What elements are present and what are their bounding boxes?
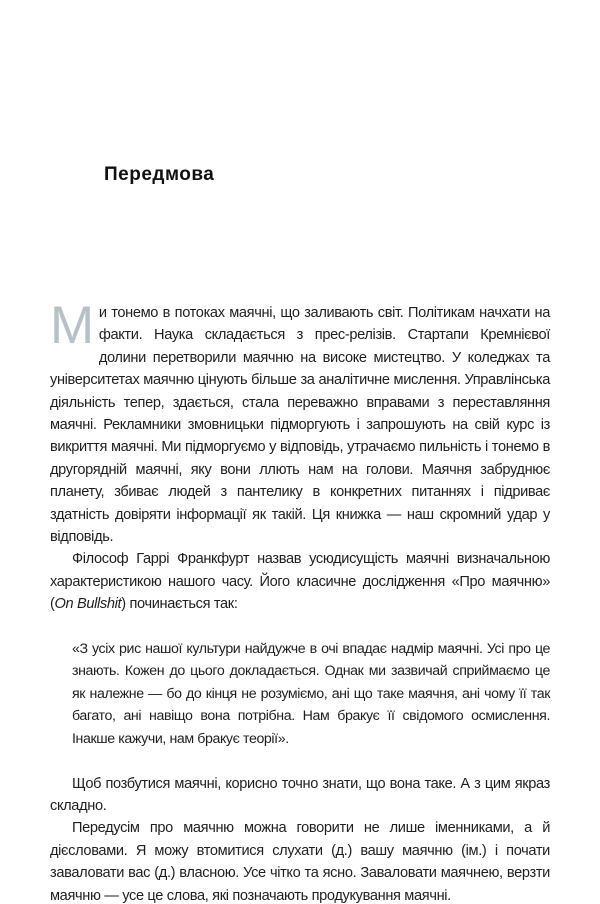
block-quote: «З усіх рис нашої культури найдужче в очі впадає надмір маячні. Усі про це знають. Кожен до цього докладається. Однак ми зазвичай сприймаємо це як належне — бо до кінця не розуміємо, ані що таке маячня, ані чому її так багато, ані навіщо вона потрібна. Нам бракує її свідомого осмислення. Інакше кажучи, нам бракує теорії». (72, 640, 550, 748)
paragraph-2 (50, 548, 550, 615)
chapter-title: Передмова (104, 164, 215, 185)
chapter-body (50, 296, 550, 904)
paragraph-2-text-before: Філософ Гаррі Франкфурт назвав усюдисущість маячні визначальною характеристикою нашого часу. Його класичне дослідження «Про маячню» ( (50, 551, 550, 613)
paragraph-3: Щоб позбутися маячні, корисно точно знати, що вона таке. А з цим якраз складно. (50, 775, 550, 815)
paragraph-1 (50, 296, 550, 548)
paragraph-2-text-after: ) починається так: (121, 596, 238, 613)
drop-cap: М (50, 296, 94, 355)
paragraph-4: Передусім про маячню можна говорити не лише іменниками, а й дієсловами. Я можу втомитися слухати (д.) вашу маячню (ім.) і почати заваловати вас (д.) власною. Усе чітко та ясно. Заваловати маячнею, верзти маячню — усе це слова, які позначають продукування маячні. (50, 820, 550, 904)
paragraph-1-text: и тонемо в потоках маячні, що заливають світ. Політикам начхати на факти. Наука складається з прес-релізів. Стартапи Кремнієвої долини перетворили маячню на високе мистецтво. У коледжах та університетах маячню цінують більше за аналітичне мислення. Управлінська діяльність тепер, здається, стала переважно вправами з переставляння маячні. Рекламники змовницьки підморгують і запрошують на свій курс із викриття маячні. Ми підморгуємо у відповідь, утрачаємо пильність і тонемо в другорядній маячні, яку вони ллють нам на голови. Маячня забруднює планету, збиває людей з пантелику в конкретних питаннях і підриває здатність довіряти інформації як такій. Ця книжка — наш скромний удар у відповідь. (50, 305, 550, 546)
book-title-italic: On Bullshit (54, 596, 122, 613)
